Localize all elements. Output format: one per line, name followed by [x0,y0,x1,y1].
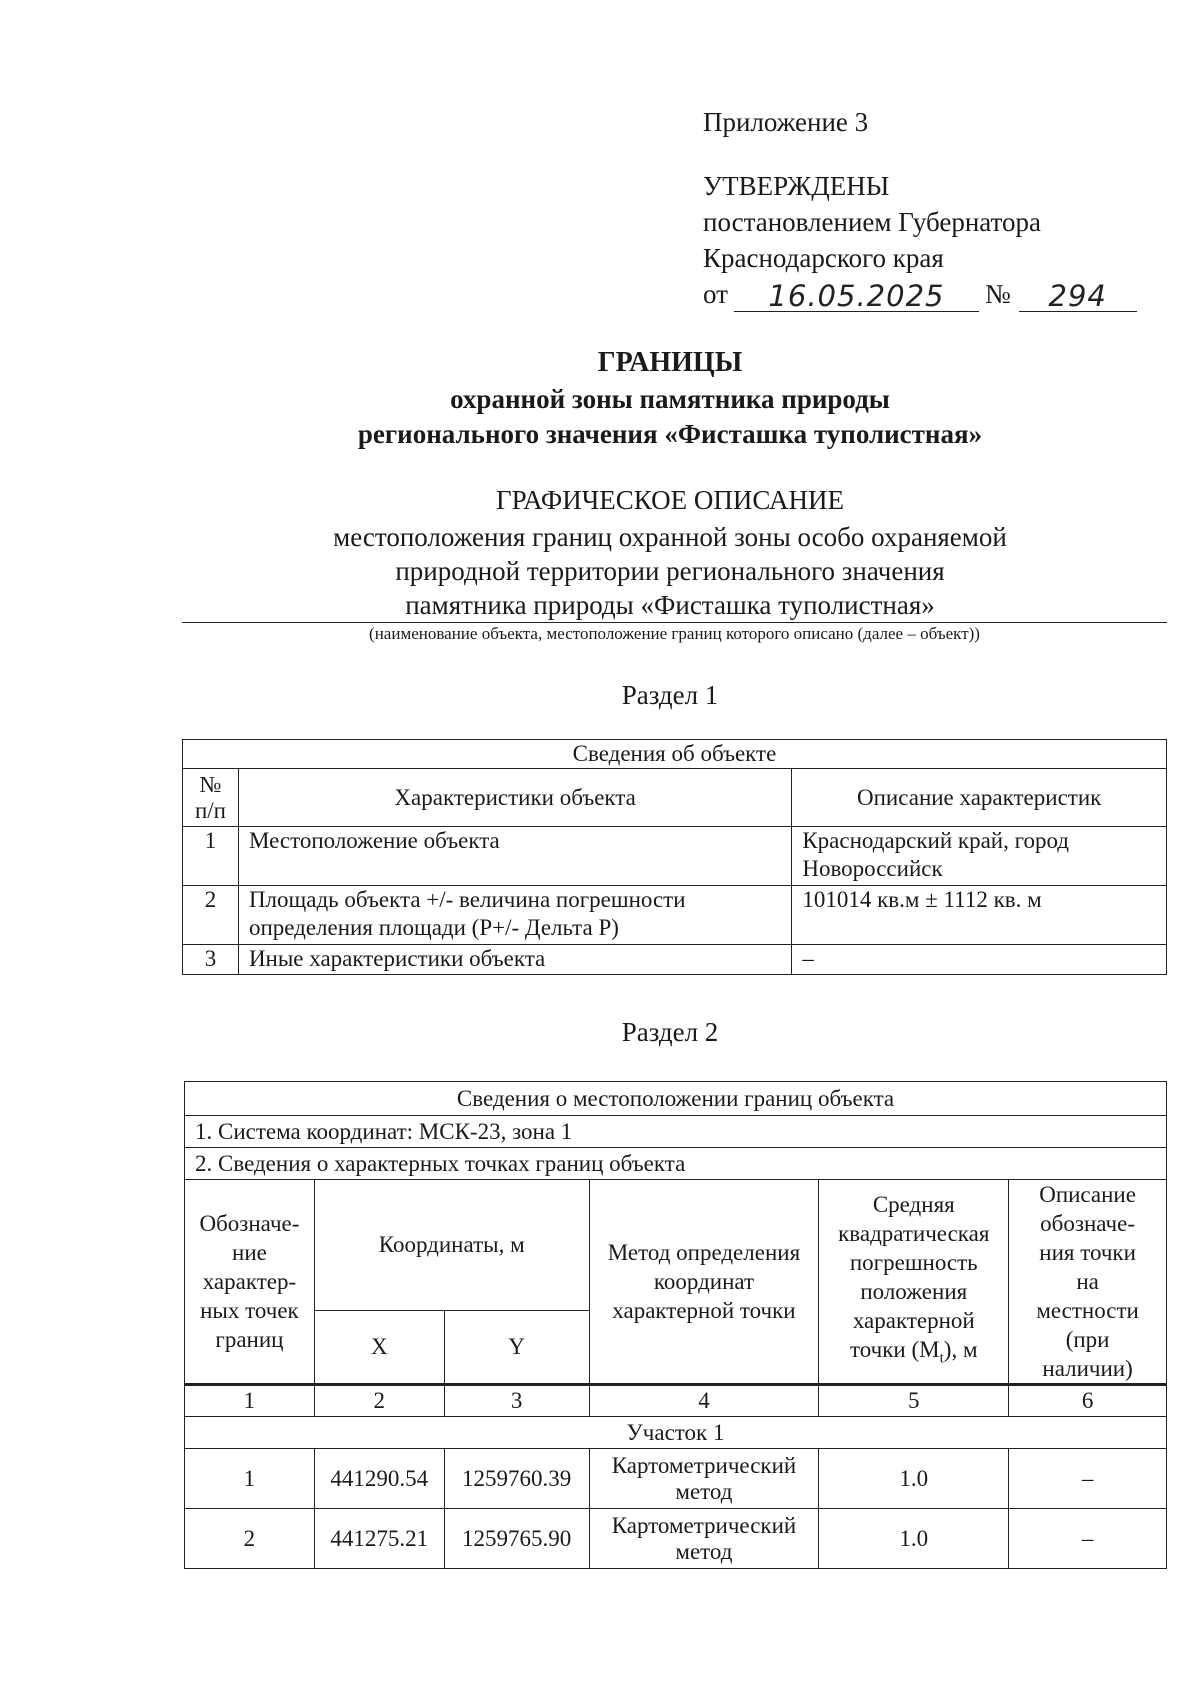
row-description: Краснодарский край, город Новороссийск [792,827,1167,886]
row-number: 2 [183,886,239,945]
point-id: 2 [185,1509,315,1569]
column-number: 3 [444,1385,589,1417]
row-number: 1 [183,827,239,886]
subtitle-line-2: регионального значения «Фисташка туполистная» [357,419,983,449]
approval-block [703,104,1137,312]
point-y: 1259765.90 [444,1509,589,1569]
graphic-description-title: ГРАФИЧЕСКОЕ ОПИСАНИЕ [495,485,845,515]
approved-label: УТВЕРЖДЕНЫ [703,171,890,201]
col-header-point-description: Описание обозначе- ния точки на местности (при наличии) [1009,1180,1167,1385]
section-1-heading: Раздел 1 [621,680,719,710]
table-row [183,886,1167,945]
coordinate-system: 1. Система координат: МСК-23, зона 1 [185,1116,1167,1148]
graphic-line-1: местоположения границ охранной зоны особо охраняемой [333,522,1007,552]
section-2-heading: Раздел 2 [621,1017,719,1047]
error-header-tail: ), м [943,1336,978,1362]
handwritten-number: 294 [1019,281,1137,312]
column-number: 5 [819,1385,1009,1417]
column-number: 6 [1009,1385,1167,1417]
row-description: 101014 кв.м ± 1112 кв. м [792,886,1167,945]
row-characteristic: Местоположение объекта [238,827,791,886]
boundary-table-title: Сведения о местоположении границ объекта [185,1082,1167,1116]
point-id: 1 [185,1449,315,1509]
from-label: от [703,279,728,309]
column-numbers-row [185,1385,1167,1417]
object-info-table [182,739,1167,975]
row-number: 3 [183,945,239,975]
col-header-method: Метод определения координат характерной точки [589,1180,819,1385]
column-number: 4 [589,1385,819,1417]
col-header-description: Описание характеристик [792,769,1167,827]
table-row [185,1449,1167,1509]
table-row [183,945,1167,975]
error-header-subscript: t [939,1350,944,1367]
graphic-description-text [160,520,1180,622]
table-row [183,827,1167,886]
date-number-line [703,276,1137,312]
point-description: – [1009,1449,1167,1509]
appendix-label: Приложение 3 [703,107,869,137]
table-row [185,1509,1167,1569]
point-description: – [1009,1509,1167,1569]
graphic-line-2: природной территории регионального значения [395,556,945,586]
row-characteristic: Иные характеристики объекта [238,945,791,975]
row-characteristic: Площадь объекта +/- величина погрешности определения площади (Р+/- Дельта Р) [238,886,791,945]
number-label: № [984,279,1011,309]
handwritten-date: 16.05.2025 [734,281,979,312]
col-header-number: № п/п [183,769,239,827]
approval-line-1: постановлением Губернатора [703,207,1041,237]
col-header-x: X [314,1311,444,1385]
document-subtitle [160,382,1180,452]
point-method: Картометрический метод [589,1509,819,1569]
point-error: 1.0 [819,1509,1009,1569]
col-header-error [819,1180,1009,1385]
point-method: Картометрический метод [589,1449,819,1509]
column-number: 2 [314,1385,444,1417]
column-number: 1 [185,1385,315,1417]
point-x: 441290.54 [314,1449,444,1509]
point-y: 1259760.39 [444,1449,589,1509]
col-header-point: Обозначе- ние характер- ных точек границ [185,1180,315,1385]
object-info-title: Сведения об объекте [183,740,1167,769]
subtitle-line-1: охранной зоны памятника природы [450,384,890,414]
col-header-characteristics: Характеристики объекта [238,769,791,827]
point-x: 441275.21 [314,1509,444,1569]
parcel-label: Участок 1 [185,1417,1167,1449]
object-name-caption: (наименование объекта, местоположение границ которого описано (далее – объект)) [369,624,980,643]
approval-line-2: Краснодарского края [703,243,944,273]
row-description: – [792,945,1167,975]
col-header-y: Y [444,1311,589,1385]
graphic-line-3: памятника природы «Фисташка туполистная» [405,590,935,620]
points-info-title: 2. Сведения о характерных точках границ объекта [185,1148,1167,1180]
object-name-underline [182,622,1167,623]
error-header-main: Средняя квадратическая погрешность положения характерной точки (M [838,1191,990,1362]
col-header-coordinates: Координаты, м [314,1180,589,1311]
document-title: ГРАНИЦЫ [597,347,743,378]
boundary-points-table [184,1081,1167,1569]
point-error: 1.0 [819,1449,1009,1509]
